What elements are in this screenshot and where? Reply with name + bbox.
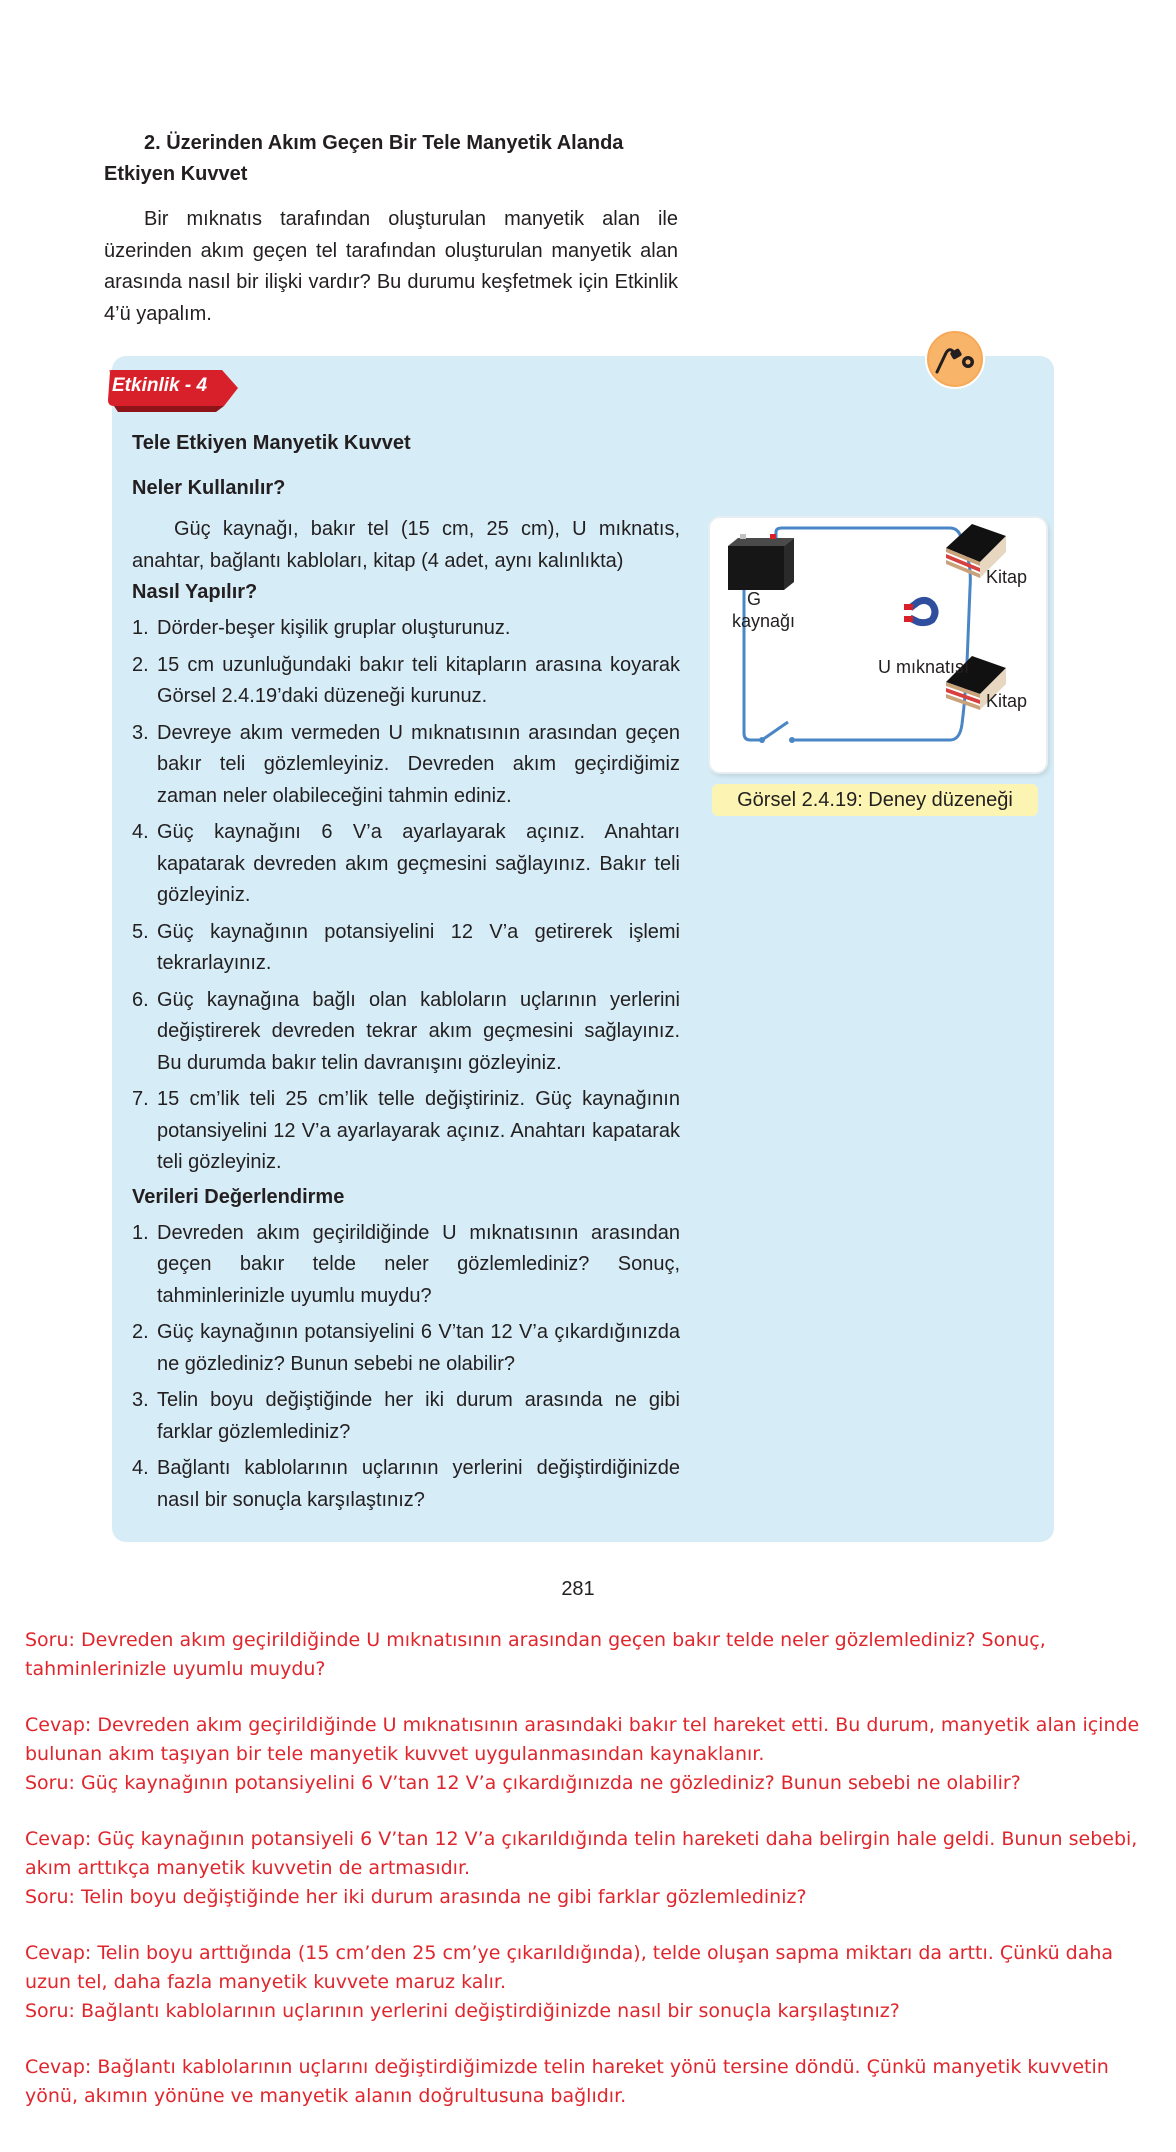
question-text: Bağlantı kablolarının uçlarının yerlerini değiştirdiğinizde nasıl bir sonuçla karşılaştınız? <box>157 1457 680 1511</box>
experiment-figure <box>710 518 1046 772</box>
question-number: 3. <box>132 1389 149 1411</box>
activity-title: Tele Etkiyen Manyetik Kuvvet <box>132 432 411 454</box>
step-number: 2. <box>132 653 149 676</box>
step-text: Güç kaynağını 6 V’a ayarlayarak açınız. Anahtarı kapatarak devreden akım geçmesini sağlayınız. Bakır teli gözleyiniz. <box>157 821 680 906</box>
step-number: 6. <box>132 988 149 1011</box>
intro-paragraph: Bir mıknatıs tarafından oluşturulan manyetik alan ile üzerinden akım geçen tel tarafından oluşturulan manyetik alan arasında nasıl bir ilişki vardır? Bu durumu keşfetmek için Etkinlik 4’ü yapalım. <box>104 208 678 325</box>
question: Soru: Devreden akım geçirildiğinde U mıknatısının arasından geçen bakır telde neler gözlemlediniz? Sonuç, tahminlerinizle uyumlu muydu? <box>25 1629 1046 1680</box>
procedure-heading: Nasıl Yapılır? <box>132 581 258 603</box>
question-number: 1. <box>132 1221 149 1244</box>
step-text: Güç kaynağına bağlı olan kabloların uçlarının yerlerini değiştirerek devreden tekrar akım geçmesini sağlayınız. Bu durumda bakır telin davranışını gözleyiniz. <box>157 988 680 1074</box>
step-text: Devreye akım vermeden U mıknatısının arasından geçen bakır teli gözlemleyiniz. Devreden akım geçirdiğimiz zaman neler olabileceğini tahmin ediniz. <box>157 721 680 807</box>
question-number: 4. <box>132 1457 149 1479</box>
answer: Cevap: Güç kaynağının potansiyeli 6 V’tan 12 V’a çıkarıldığında telin hareketi daha belirgin hale geldi. Bunun sebebi, akım arttıkça manyetik kuvvetin de artmasıdır. <box>25 1828 1138 1879</box>
qa-section <box>25 1626 1160 2111</box>
question-number: 2. <box>132 1321 149 1343</box>
question: Soru: Telin boyu değiştiğinde her iki durum arasında ne gibi farklar gözlemlediniz? <box>25 1886 807 1908</box>
question-text: Devreden akım geçirildiğinde U mıknatısının arasından geçen bakır telde neler gözlemlediniz? Sonuç, tahminlerinizle uyumlu muydu? <box>157 1221 680 1307</box>
answer: Cevap: Telin boyu arttığında (15 cm’den 25 cm’ye çıkarıldığında), telde oluşan sapma miktarı da arttı. Çünkü daha uzun tel, daha fazla manyetik kuvvete maruz kalır. <box>25 1942 1114 1993</box>
list-item <box>132 1084 680 1179</box>
step-text: Dörder-beşer kişilik gruplar oluşturunuz. <box>157 617 511 639</box>
activity-badge <box>104 368 240 414</box>
list-item <box>132 1218 680 1313</box>
activity-content <box>132 428 680 1521</box>
list-item <box>132 718 680 813</box>
u-magnet-icon <box>904 600 935 622</box>
materials-text: Güç kaynağı, bakır tel (15 cm, 25 cm), U mıknatıs, anahtar, bağlantı kabloları, kitap (4 adet, aynı kalınlıkta) <box>132 518 680 572</box>
list-item <box>132 1385 680 1448</box>
list-item <box>132 650 680 713</box>
list-item <box>132 917 680 980</box>
evaluation-heading: Verileri Değerlendirme <box>132 1185 345 1208</box>
step-number: 7. <box>132 1088 149 1110</box>
step-number: 4. <box>132 821 149 843</box>
power-supply-icon <box>728 534 794 590</box>
step-text: Güç kaynağının potansiyelini 12 V’a getirerek işlemi tekrarlayınız. <box>157 920 680 974</box>
label-book-top: Kitap <box>986 567 1028 587</box>
page-number: 281 <box>561 1578 595 1600</box>
activity-badge-label: Etkinlik - 4 <box>112 375 208 396</box>
answer: Cevap: Bağlantı kablolarının uçlarını değiştirdiğimizde telin hareket yönü tersine döndü. Çünkü manyetik kuvvetin yönü, akımın yönüne ve manyetik alanın doğrultusuna bağlıdır. <box>25 2056 1109 2107</box>
section-title <box>104 128 678 190</box>
list-item <box>132 817 680 912</box>
procedure-steps <box>132 613 680 1179</box>
label-magnet: U mıknatısı <box>878 657 970 677</box>
label-book-bottom: Kitap <box>986 691 1028 711</box>
question-text: Telin boyu değiştiğinde her iki durum arasında ne gibi farklar gözlemlediniz? <box>157 1389 680 1443</box>
list-item <box>132 613 680 645</box>
materials-heading: Neler Kullanılır? <box>132 477 286 499</box>
step-text: 15 cm’lik teli 25 cm’lik telle değiştiriniz. Güç kaynağının potansiyelini 12 V’a ayarlayarak açınız. Anahtarı kapatarak teli gözleyiniz. <box>157 1088 680 1173</box>
step-text: 15 cm uzunluğundaki bakır teli kitapların arasına koyarak Görsel 2.4.19’daki düzeneği kurunuz. <box>157 653 680 707</box>
list-item <box>132 985 680 1080</box>
answer: Cevap: Devreden akım geçirildiğinde U mıknatısının arasındaki bakır tel hareket etti. Bu durum, manyetik alan içinde bulunan akım taşıyan bir tele manyetik kuvvet uygulanmasından kaynaklanır. <box>25 1714 1140 1765</box>
experiment-icon <box>924 328 986 390</box>
list-item <box>132 1453 680 1516</box>
label-g: G <box>747 589 762 609</box>
step-number: 5. <box>132 920 149 943</box>
step-number: 1. <box>132 617 149 639</box>
section-title-line1: 2. Üzerinden Akım Geçen Bir Tele Manyetik Alanda <box>144 132 624 154</box>
step-number: 3. <box>132 721 149 744</box>
label-source: kaynağı <box>732 611 796 631</box>
switch-icon <box>762 722 788 740</box>
evaluation-questions <box>132 1218 680 1517</box>
section-intro <box>104 128 678 330</box>
question: Soru: Güç kaynağının potansiyelini 6 V’tan 12 V’a çıkardığınızda ne gözlediniz? Bunun sebebi ne olabilir? <box>25 1772 1021 1794</box>
figure-caption: Görsel 2.4.19: Deney düzeneği <box>712 784 1038 816</box>
question: Soru: Bağlantı kablolarının uçlarının yerlerini değiştirdiğinizde nasıl bir sonuçla karşılaştınız? <box>25 2000 900 2022</box>
experiment-diagram <box>710 518 1046 772</box>
question-text: Güç kaynağının potansiyelini 6 V’tan 12 V’a çıkardığınızda ne gözlediniz? Bunun sebebi ne olabilir? <box>157 1321 680 1375</box>
list-item <box>132 1317 680 1380</box>
section-title-line2: Etkiyen Kuvvet <box>104 163 248 185</box>
